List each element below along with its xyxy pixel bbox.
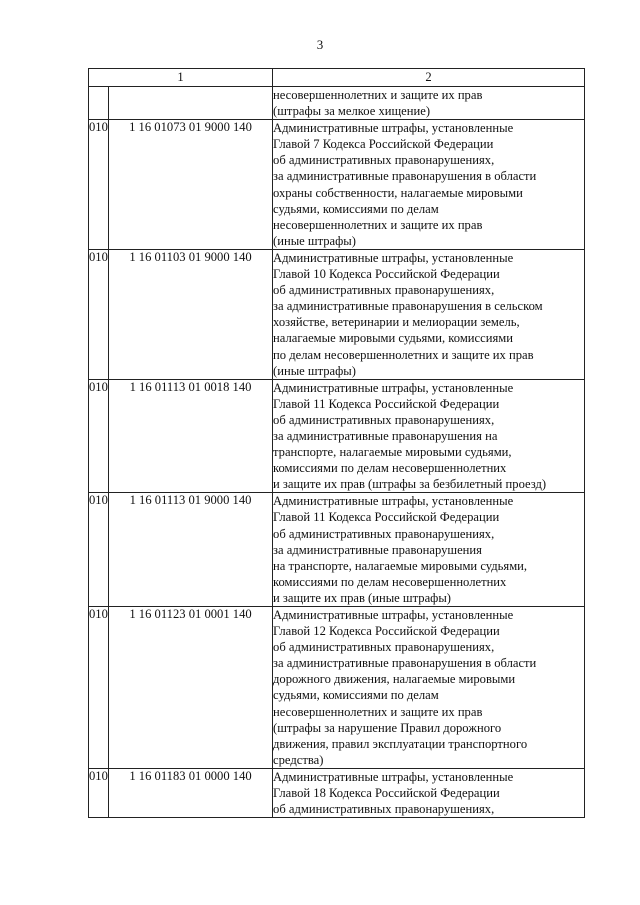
description-cell: [273, 379, 585, 493]
description-line: за административные правонарушения на: [273, 428, 498, 443]
description-line: Административные штрафы, установленные: [273, 121, 514, 136]
budget-code-cell: 1 16 01113 01 9000 140: [109, 493, 273, 607]
description-line: налагаемые мировыми судьями, комиссиями: [273, 331, 513, 346]
header-col-2: 2: [273, 69, 585, 87]
description-line: комиссиями по делам несовершеннолетних: [273, 574, 507, 589]
description-line: судьями, комиссиями по делам: [273, 201, 439, 216]
description-line: Главой 11 Кодекса Российской Федерации: [273, 396, 500, 411]
table-body: [89, 87, 585, 818]
description-line: Административные штрафы, установленные: [273, 250, 514, 265]
budget-code-cell: 1 16 01183 01 0000 140: [109, 768, 273, 817]
description-line: охраны собственности, налагаемые мировыми: [273, 185, 523, 200]
description-line: за административные правонарушения в сельском: [273, 299, 543, 314]
description-line: комиссиями по делам несовершеннолетних: [273, 461, 507, 476]
description-line: Главой 10 Кодекса Российской Федерации: [273, 267, 500, 282]
table-row: [89, 249, 585, 379]
description-line: за административные правонарушения: [273, 542, 482, 557]
description-line: об административных правонарушениях,: [273, 802, 495, 817]
description-line: транспорте, налагаемые мировыми судьями,: [273, 445, 512, 460]
admin-code-cell: 010: [89, 768, 109, 817]
description-line: хозяйстве, ветеринарии и мелиорации земель,: [273, 315, 520, 330]
admin-code-cell: 010: [89, 607, 109, 769]
description-line: об административных правонарушениях,: [273, 412, 495, 427]
description-cell: [273, 249, 585, 379]
budget-code-cell: [109, 87, 273, 120]
description-line: Главой 12 Кодекса Российской Федерации: [273, 624, 500, 639]
header-col-1: 1: [89, 69, 273, 87]
description-line: об административных правонарушениях,: [273, 526, 495, 541]
description-line: и защите их прав (иные штрафы): [273, 590, 451, 605]
description-line: Административные штрафы, установленные: [273, 608, 514, 622]
description-line: Главой 7 Кодекса Российской Федерации: [273, 137, 494, 152]
description-line: за административные правонарушения в области: [273, 656, 537, 671]
description-line: и защите их прав (штрафы за безбилетный проезд): [273, 477, 547, 492]
budget-codes-table: [88, 68, 585, 818]
admin-code-cell: 010: [89, 249, 109, 379]
budget-code-cell: 1 16 01113 01 0018 140: [109, 379, 273, 493]
admin-code-cell: 010: [89, 379, 109, 493]
description-line: несовершеннолетних и защите их прав: [273, 704, 483, 719]
description-line: (иные штрафы): [273, 363, 356, 378]
description-line: средства): [273, 752, 324, 767]
budget-code-cell: 1 16 01103 01 9000 140: [109, 249, 273, 379]
description-line: Главой 18 Кодекса Российской Федерации: [273, 786, 500, 801]
description-line: на транспорте, налагаемые мировыми судьями,: [273, 558, 528, 573]
table-row: [89, 87, 585, 120]
table-row: [89, 607, 585, 769]
table-row: [89, 493, 585, 607]
page-number: 3: [316, 37, 324, 52]
description-line: Административные штрафы, установленные: [273, 380, 514, 395]
description-cell: [273, 493, 585, 607]
description-line: об административных правонарушениях,: [273, 283, 495, 298]
description-line: движения, правил эксплуатации транспортного: [273, 736, 528, 751]
description-line: об административных правонарушениях,: [273, 640, 495, 655]
description-line: Главой 11 Кодекса Российской Федерации: [273, 510, 500, 525]
description-line: дорожного движения, налагаемые мировыми: [273, 672, 516, 687]
description-line: об административных правонарушениях,: [273, 153, 495, 168]
table-row: [89, 379, 585, 493]
description-line: (штрафы за нарушение Правил дорожного: [273, 720, 502, 735]
description-line: за административные правонарушения в области: [273, 169, 537, 184]
budget-code-cell: 1 16 01073 01 9000 140: [109, 120, 273, 250]
description-cell: [273, 768, 585, 817]
admin-code-cell: 010: [89, 120, 109, 250]
table-row: [89, 120, 585, 250]
table-header-row: [89, 69, 585, 87]
description-line: Административные штрафы, установленные: [273, 769, 514, 784]
description-line: несовершеннолетних и защите их прав: [273, 217, 483, 232]
admin-code-cell: [89, 87, 109, 120]
budget-code-cell: 1 16 01123 01 0001 140: [109, 607, 273, 769]
table-row: [89, 768, 585, 817]
description-line: (штрафы за мелкое хищение): [273, 104, 431, 119]
description-line: Административные штрафы, установленные: [273, 494, 514, 509]
description-line: судьями, комиссиями по делам: [273, 688, 439, 703]
description-cell: [273, 607, 585, 769]
description-cell: [273, 120, 585, 250]
description-line: по делам несовершеннолетних и защите их прав: [273, 347, 534, 362]
description-line: несовершеннолетних и защите их прав: [273, 88, 483, 102]
description-cell: [273, 87, 585, 120]
admin-code-cell: 010: [89, 493, 109, 607]
description-line: (иные штрафы): [273, 233, 356, 248]
